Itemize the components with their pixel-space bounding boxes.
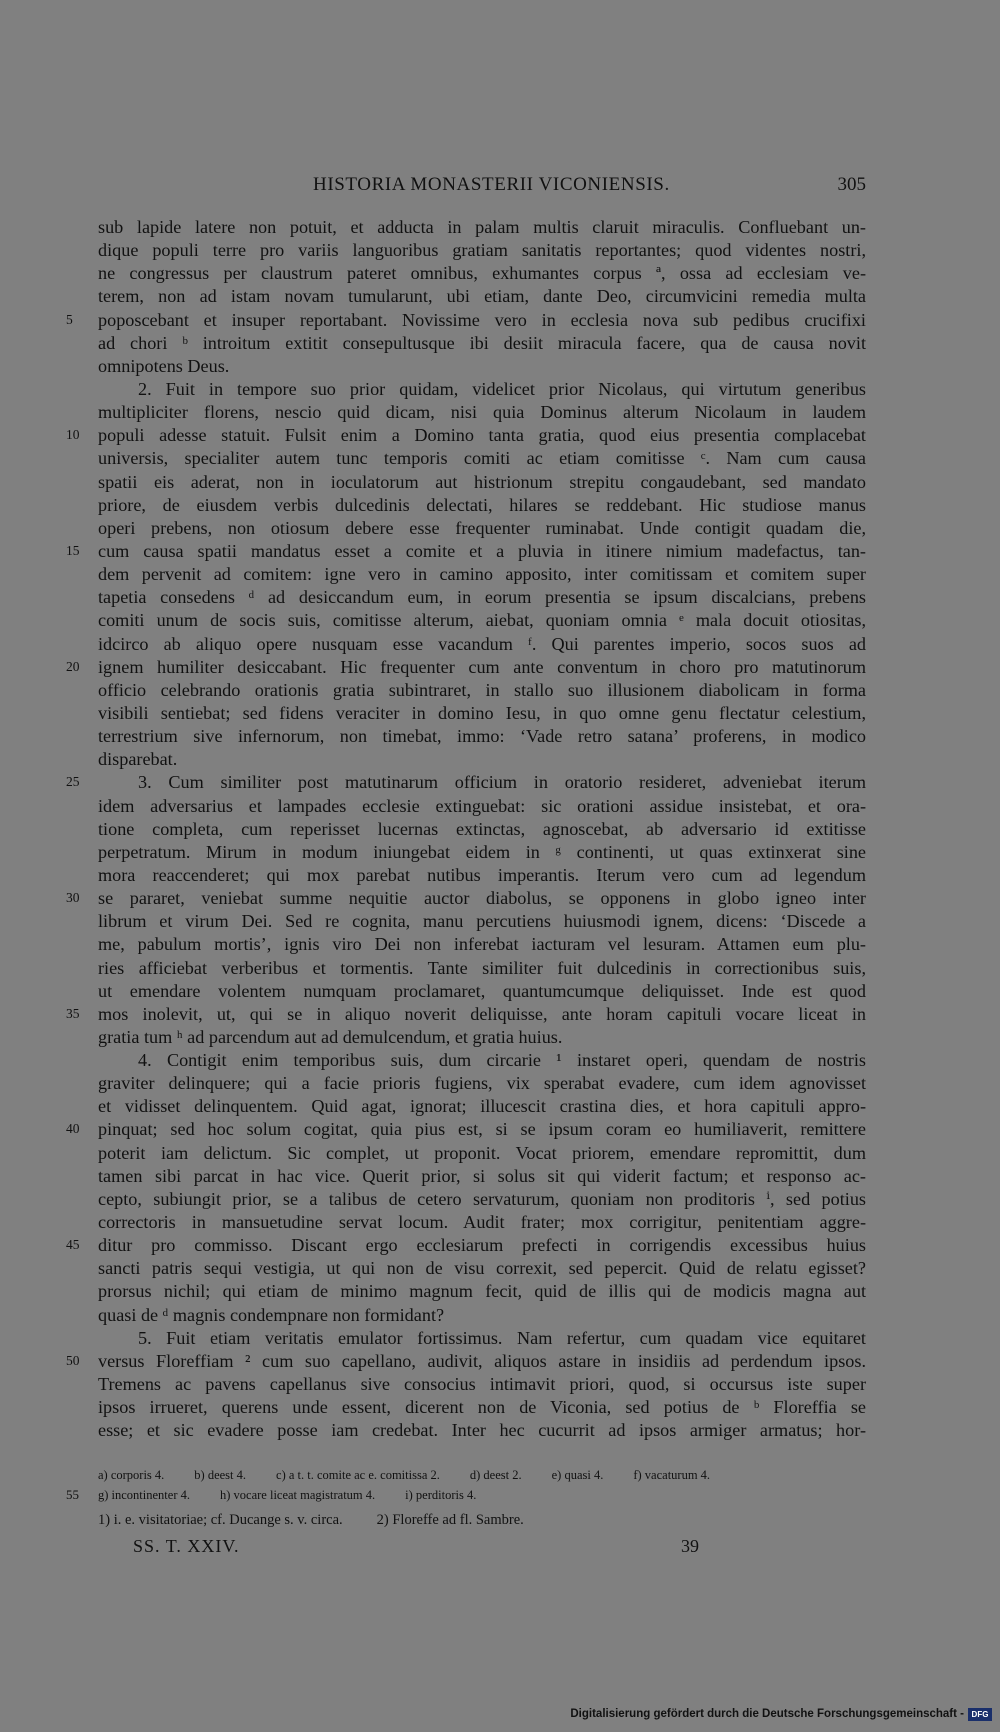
line-text: sub lapide latere non potuit, et adducta in palam multis claruit miraculis. Confluebant un- <box>98 217 866 237</box>
line-number: 20 <box>66 658 80 674</box>
line-text: multipliciter florens, nescio quid dicam, nisi quia Dominus alterum Nicolaum in laudem <box>98 402 866 423</box>
running-header <box>98 174 866 200</box>
explanatory-notes <box>98 1512 558 1529</box>
text-line <box>0 332 1000 355</box>
line-text: versus Floreffiam ² cum suo capellano, audivit, aliquos astare in insidiis ad perdendum ipsos. <box>98 1350 866 1371</box>
text-line <box>0 864 1000 887</box>
running-title: HISTORIA MONASTERII VICONIENSIS. <box>313 174 670 195</box>
line-text: 5. Fuit etiam veritatis emulator fortissimus. Nam refertur, cum quadam vice equitaret <box>138 1327 866 1348</box>
apparatus-note: h) vocare liceat magistratum 4. <box>220 1488 376 1502</box>
explanatory-note: 2) Floreffe ad fl. Sambre. <box>376 1512 524 1528</box>
line-text: mora reaccenderet; qui mox parebat nutibus imperantis. Iterum vero cum ad legendum <box>98 864 866 885</box>
text-line <box>0 1373 1000 1396</box>
line-text: tamen sibi parcat in hac vice. Querit prior, si solus sit qui viderit factum; et responso ac- <box>98 1165 866 1186</box>
line-text: priore, de eiusdem verbis dulcedinis delectati, hilares se reddebant. Hic studiose manus <box>98 494 866 515</box>
line-text: correctoris in mansuetudine servat locum. Audit frater; mox corrigitur, penitentiam aggre- <box>98 1212 866 1233</box>
line-text: spatii eis aderat, non in ioculatorum aut histrionum strepitu congaudebant, sed mandato <box>98 471 866 492</box>
text-line <box>0 309 1000 332</box>
text-line <box>0 586 1000 609</box>
apparatus-note: e) quasi 4. <box>551 1468 604 1482</box>
line-text: terrestrium sive infernorum, non timebat, immo: ‘Vade retro satana’ proferens, in modico <box>98 726 866 747</box>
line-number: 35 <box>66 1005 80 1021</box>
line-text: 4. Contigit enim temporibus suis, dum circarie ¹ instaret operi, quendam de nostris <box>138 1050 866 1071</box>
line-text: idem adversarius et lampades ecclesie extinguebat: sic orationi assidue insistebat, et ora- <box>98 795 866 816</box>
line-number: 25 <box>66 774 80 790</box>
line-text: disparebat. <box>98 749 178 770</box>
line-text: poposcebant et insuper reportabant. Novissime vero in ecclesia nova sub pedibus crucifixi <box>98 309 866 330</box>
apparatus-note: d) deest 2. <box>469 1468 522 1482</box>
text-line <box>0 795 1000 818</box>
line-text: se pararet, veniebat summe nequitie auctor diabolus, se opponens in globo igneo inter <box>98 888 866 909</box>
text-line <box>0 1095 1000 1118</box>
line-text: omnipotens Deus. <box>98 355 230 376</box>
text-line <box>0 980 1000 1003</box>
line-number: 45 <box>66 1237 80 1253</box>
line-text: tapetia consedens ᵈ ad desiccandum eum, in eorum presentia se ipsum discalcians, prebens <box>98 587 866 608</box>
text-line <box>0 887 1000 910</box>
explanatory-note: 1) i. e. visitatoriae; cf. Ducange s. v. circa. <box>98 1512 343 1528</box>
line-text: pinquat; sed hoc solum cogitat, quia pius est, si se ipsum coram eo humiliaverit, remittere <box>98 1119 866 1140</box>
line-text: quasi de ᵈ magnis condempnare non formidant? <box>98 1304 445 1325</box>
text-line <box>0 1419 1000 1442</box>
text-line <box>0 471 1000 494</box>
text-line <box>0 1142 1000 1165</box>
line-number: 15 <box>66 542 80 558</box>
line-text: sancti patris sequi vestigia, ut qui non de visu correxit, sed pepercit. Quid de relatu egisset? <box>98 1258 866 1279</box>
line-text: universis, specialiter autem tunc temporis comiti ac etiam comitisse ᶜ. Nam cum causa <box>98 448 866 469</box>
text-line <box>0 679 1000 702</box>
apparatus-note: f) vacaturum 4. <box>633 1468 711 1482</box>
apparatus-note: i) perditoris 4. <box>405 1488 477 1502</box>
text-line <box>0 424 1000 447</box>
text-line <box>0 1026 1000 1049</box>
text-line <box>0 933 1000 956</box>
apparatus-note: b) deest 4. <box>194 1468 247 1482</box>
text-line <box>0 1118 1000 1141</box>
signature-number: 39 <box>681 1536 699 1556</box>
line-text: tione completa, cum reperisset lucernas extinctas, agnoscebat, ab adversario id extitisse <box>98 818 866 839</box>
text-line <box>0 1280 1000 1303</box>
text-line <box>0 609 1000 632</box>
line-text: poterit iam delictum. Sic complet, ut proponit. Vocat priorem, emendare repromittit, dum <box>98 1142 866 1163</box>
text-line <box>0 1327 1000 1350</box>
text-line <box>0 1234 1000 1257</box>
text-line <box>0 1211 1000 1234</box>
text-line <box>0 540 1000 563</box>
text-line <box>0 1072 1000 1095</box>
text-line <box>0 910 1000 933</box>
line-text: et vidisset delinquentem. Quid agat, ignorat; illucescit crastina dies, et hora capituli appro- <box>98 1096 866 1117</box>
text-line <box>0 1003 1000 1026</box>
apparatus-note: a) corporis 4. <box>98 1468 165 1482</box>
line-text: mos inolevit, ut, qui se in aliquo noverit deliquisse, ante horam capituli vocare liceat in <box>98 1003 866 1024</box>
critical-apparatus <box>0 1465 1000 1505</box>
digitization-banner <box>570 1706 992 1722</box>
line-text: populi adesse statuit. Fulsit enim a Domino tanta gratia, quod eius presentia complacebat <box>98 425 866 446</box>
main-text <box>0 216 1000 1442</box>
banner-text: Digitalisierung gefördert durch die Deutsche Forschungsgemeinschaft - <box>570 1708 964 1720</box>
line-text: me, pabulum mortis’, ignis viro Dei non inferebat iacturam vel lesuram. Attamen eum plu- <box>98 934 866 955</box>
line-text: gratia tum ʰ ad parcendum aut ad demulcendum, et gratia huius. <box>98 1026 563 1047</box>
line-text: dique populi terre pro variis languoribus gratiam sanitatis reportantes; quod videntes nostri, <box>98 240 866 261</box>
line-text: graviter delinquere; qui a facie prioris fugiens, vix sperabat evadere, cum idem agnovisset <box>98 1073 866 1094</box>
text-line <box>0 285 1000 308</box>
line-number: 40 <box>66 1121 80 1137</box>
line-number: 50 <box>66 1352 80 1368</box>
line-text: librum et virum Dei. Sed re cognita, manu percutiens huiusmodi ignem, dicens: ‘Discede a <box>98 911 866 932</box>
line-text: ipsos irrueret, querens unde essent, dicerent non de Viconia, sed potius de ᵇ Floreffia se <box>98 1397 866 1418</box>
text-line <box>0 771 1000 794</box>
line-number: 5 <box>66 311 73 327</box>
dfg-logo: DFG <box>968 1708 992 1721</box>
line-text: ignem humiliter desiccabant. Hic frequenter cum ante conventum in choro pro matutinorum <box>98 656 866 677</box>
line-text: operi prebens, non otiosum debere esse frequenter ruminabat. Unde contigit quadam die, <box>98 517 866 538</box>
text-line <box>0 702 1000 725</box>
apparatus-note: c) a t. t. comite ac e. comitissa 2. <box>276 1468 440 1482</box>
line-text: prorsus nichil; qui etiam de minimo magnum fecit, quid de illis qui de modicis magna aut <box>98 1281 866 1302</box>
line-text: terem, non ad istam novam tumularunt, ubi etiam, dante Deo, circumvicini remedia multa <box>98 286 866 307</box>
text-line <box>0 494 1000 517</box>
line-text: ries afficiebat verberibus et tormentis. Tante similiter fuit dulcedinis in correctionibus suis, <box>98 957 866 978</box>
line-text: cepto, subiungit prior, se a talibus de cetero servaturum, quoniam non proditoris ⁱ, sed potius <box>98 1188 866 1209</box>
text-line <box>0 355 1000 378</box>
apparatus-note: g) incontinenter 4. <box>98 1488 190 1502</box>
text-line <box>0 1350 1000 1373</box>
line-text: idcirco ab aliquo opere nusquam esse vacandum ᶠ. Qui parentes imperio, socos suos ad <box>98 633 866 654</box>
text-line <box>0 517 1000 540</box>
text-line <box>0 725 1000 748</box>
text-line <box>0 1188 1000 1211</box>
apparatus-row <box>0 1465 1000 1485</box>
text-line <box>0 1049 1000 1072</box>
line-text: visibili sentiebat; sed fidens veraciter in domino Iesu, in quo omne genu flectatur celestium, <box>98 702 866 723</box>
line-text: ut emendare volentem numquam proclamaret, quantumcumque deliquisset. Inde est quod <box>98 980 866 1001</box>
line-text: esse; et sic evadere posse iam credebat. Inter hec cucurrit ad ipsos armiger armatus; hor- <box>98 1420 866 1441</box>
line-text: ditur pro commisso. Discant ergo ecclesiarum prefecti in corrigendis excessibus huius <box>98 1235 866 1256</box>
line-text: dem pervenit ad comitem: igne vero in camino apposito, inter comitissam et comitem super <box>98 564 866 585</box>
text-line <box>0 1304 1000 1327</box>
text-line <box>0 447 1000 470</box>
text-line <box>0 1396 1000 1419</box>
signature-mark: SS. T. XXIV. <box>133 1536 240 1556</box>
text-line <box>0 841 1000 864</box>
line-text: Tremens ac pavens capellanus sive consocius intimavit priori, quod, si occursus iste super <box>98 1374 866 1395</box>
line-text: ad chori ᵇ introitum extitit consepultusque ibi desiit miracula facere, qua de causa novit <box>98 332 866 353</box>
text-line <box>0 563 1000 586</box>
line-text: 2. Fuit in tempore suo prior quidam, videlicet prior Nicolaus, qui virtutum generibus <box>138 378 866 399</box>
text-line <box>0 378 1000 401</box>
line-number: 10 <box>66 427 80 443</box>
text-line <box>0 748 1000 771</box>
line-number: 55 <box>66 1487 79 1502</box>
page-number: 305 <box>837 174 866 195</box>
text-line <box>0 818 1000 841</box>
text-line <box>0 957 1000 980</box>
text-line <box>0 401 1000 424</box>
line-text: ne congressus per claustrum pateret omnibus, exhumantes corpus ª, ossa ad ecclesiam ve- <box>98 263 866 284</box>
text-line <box>0 1257 1000 1280</box>
apparatus-row <box>0 1485 1000 1505</box>
line-text: cum causa spatii mandatus esset a comite et a pluvia in itinere nimium madefactus, tan- <box>98 540 866 561</box>
line-text: officio celebrando orationis gratia subintraret, in stallo suo illusionem diabolicam in forma <box>98 679 866 700</box>
line-text: perpetratum. Mirum in modum iniungebat eidem in ᵍ continenti, ut quas extinxerat sine <box>98 841 866 862</box>
line-number: 30 <box>66 890 80 906</box>
text-line <box>0 1165 1000 1188</box>
line-text: comiti unum de socis suis, comitisse alterum, aiebat, quoniam omnia ᵉ mala docuit otiositas, <box>98 610 866 631</box>
text-line <box>0 216 1000 239</box>
text-line <box>0 262 1000 285</box>
text-line <box>0 656 1000 679</box>
line-text: 3. Cum similiter post matutinarum officium in oratorio resideret, adveniebat iterum <box>138 772 866 793</box>
text-line <box>0 633 1000 656</box>
text-line <box>0 239 1000 262</box>
